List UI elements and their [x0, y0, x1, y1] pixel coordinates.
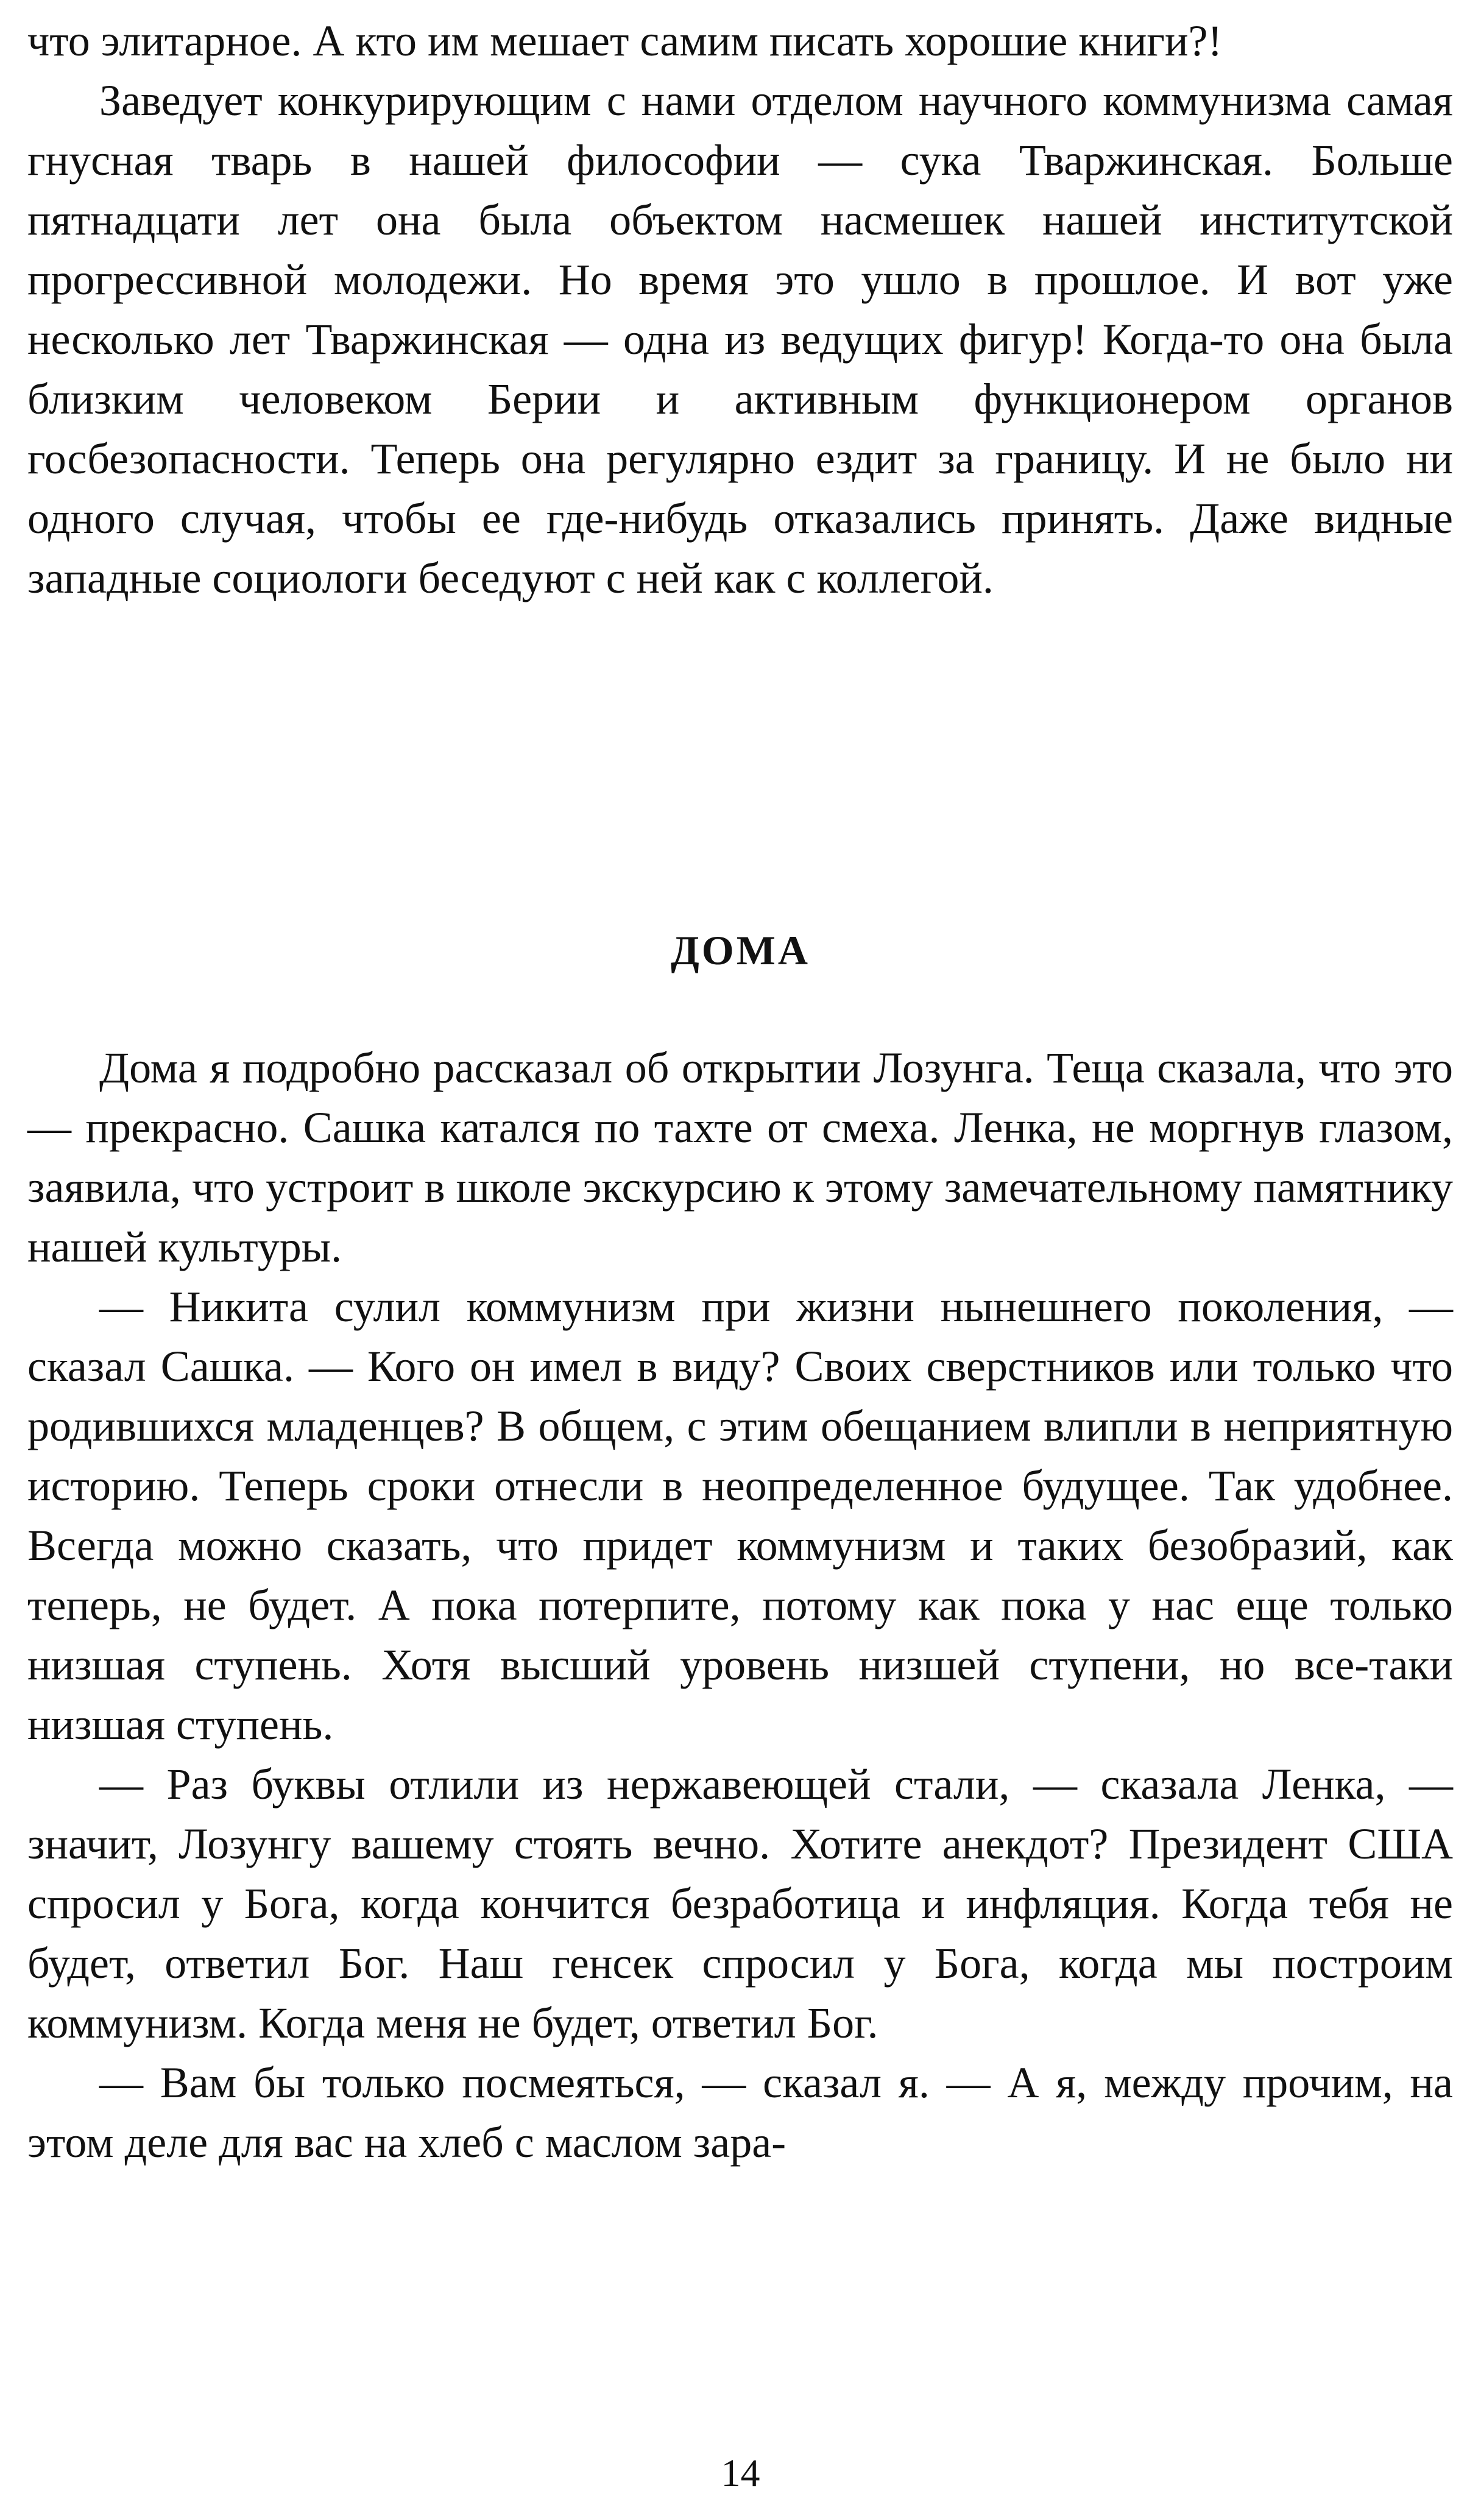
paragraph: — Раз буквы отлили из нержавеющей стали, — сказала Ленка, — значит, Лозунгу вашему стоять вечно. Хотите анекдот? Президент США спросил у Бога, когда кончится безработица и инфляция. Когда тебя не будет, ответил Бог. Наш генсек спросил у Бога, когда мы построим коммунизм. Когда меня не будет, ответил Бог. [27, 1760, 1453, 2047]
paragraph: что элитарное. А кто им мешает самим писать хорошие книги?! [27, 16, 1223, 65]
page-number: 14 [721, 2451, 760, 2494]
paragraph: Дома я подробно рассказал об открытии Лозунга. Теща сказала, что это — прекрасно. Сашка катался по тахте от смеха. Ленка, не моргнув глазом, заявила, что устроит в школе экскурсию к этому замечательному памятнику нашей культуры. [27, 1043, 1453, 1271]
top-text-block [27, 11, 1453, 608]
paragraph: — Вам бы только посмеяться, — сказал я. — А я, между прочим, на этом деле для вас на хлеб с маслом зара- [27, 2058, 1453, 2167]
paragraph: — Никита сулил коммунизм при жизни нынешнего поколения, — сказал Сашка. — Кого он имел в виду? Своих сверстников или только что родившихся младенцев? В общем, с этим обещанием влипли в неприятную историю. Теперь сроки отнесли в неопределенное будущее. Так удобнее. Всегда можно сказать, что придет коммунизм и таких безобразий, как теперь, не будет. А пока потерпите, потому как пока у нас еще только низшая ступень. Хотя высший уровень низшей ступени, но все-таки низшая ступень. [27, 1282, 1453, 1749]
section-title: ДОМА [671, 927, 810, 973]
section-text-block [27, 1038, 1453, 2172]
paragraph: Заведует конкурирующим с нами отделом научного коммунизма самая гнусная тварь в нашей философии — сука Тваржинская. Больше пятнадцати лет она была объектом насмешек нашей институтской прогрессивной молодежи. Но время это ушло в прошлое. И вот уже несколько лет Тваржинская — одна из ведущих фигур! Когда-то она была близким человеком Берии и активным функционером органов госбезопасности. Теперь она регулярно ездит за границу. И не было ни одного случая, чтобы ее где-нибудь отказались принять. Даже видные западные социологи беседуют с ней как с коллегой. [27, 76, 1453, 602]
